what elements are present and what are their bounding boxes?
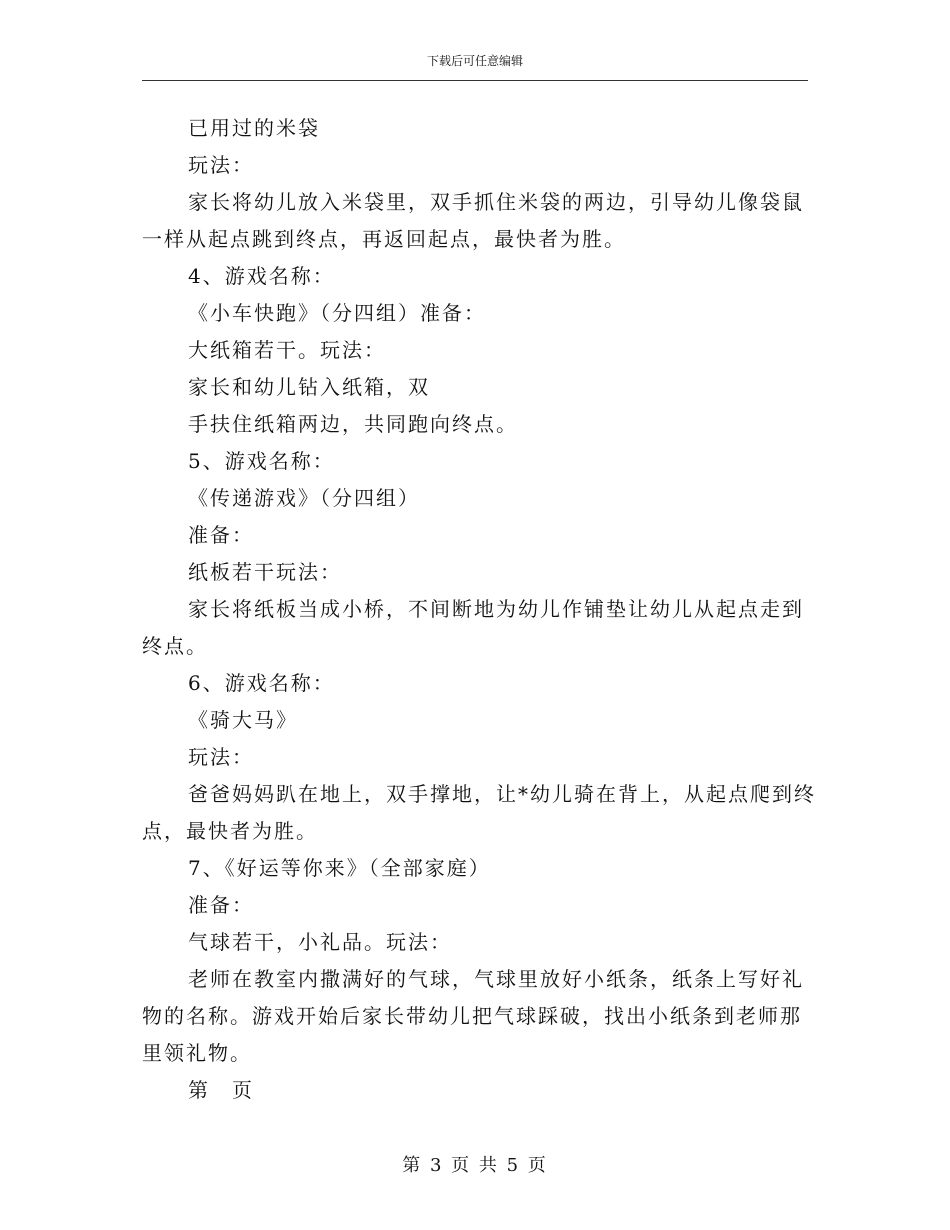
page-header: 下载后可任意编辑 xyxy=(426,54,523,68)
page-footer: 第 3 页 共 5 页 xyxy=(402,1155,548,1176)
text-line: 4、游戏名称： xyxy=(188,264,335,288)
text-line: 玩法： xyxy=(188,745,254,769)
text-line: 点，最快者为胜。 xyxy=(142,819,318,843)
text-line: 《骑大马》 xyxy=(188,708,298,732)
text-line: 家长将纸板当成小桥，不间断地为幼儿作铺垫让幼儿从起点走到 xyxy=(188,597,804,621)
document-body xyxy=(142,110,816,1109)
text-line: 爸爸妈妈趴在地上，双手撑地，让*幼儿骑在背上，从起点爬到终 xyxy=(188,782,816,806)
text-line: 准备： xyxy=(188,893,254,917)
text-line: 气球若干，小礼品。玩法： xyxy=(188,930,452,954)
text-line: 老师在教室内撒满好的气球，气球里放好小纸条，纸条上写好礼 xyxy=(188,967,804,991)
text-line: 大纸箱若干。玩法： xyxy=(188,338,386,362)
text-line: 玩法： xyxy=(188,153,254,177)
text-line: 6、游戏名称： xyxy=(188,671,335,695)
text-line: 《小车快跑》（分四组）准备： xyxy=(188,301,486,325)
text-line: 手扶住纸箱两边，共同跑向终点。 xyxy=(188,412,518,436)
text-line: 7、《好运等你来》（全部家庭） xyxy=(188,856,491,880)
text-line: 第 页 xyxy=(188,1078,254,1102)
text-line: 物的名称。游戏开始后家长带幼儿把气球踩破，找出小纸条到老师那 xyxy=(142,1004,802,1028)
text-line: 家长将幼儿放入米袋里，双手抓住米袋的两边，引导幼儿像袋鼠 xyxy=(188,190,804,214)
text-line: 里领礼物。 xyxy=(142,1041,252,1065)
text-line: 5、游戏名称： xyxy=(188,449,335,473)
text-line: 一样从起点跳到终点，再返回起点，最快者为胜。 xyxy=(142,227,626,251)
text-line: 终点。 xyxy=(142,634,208,658)
text-line: 家长和幼儿钻入纸箱，双 xyxy=(188,375,430,399)
header-divider xyxy=(142,80,808,81)
text-line: 准备： xyxy=(188,523,254,547)
text-line: 《传递游戏》（分四组） xyxy=(188,486,420,510)
text-line: 纸板若干玩法： xyxy=(188,560,342,584)
text-line: 已用过的米袋 xyxy=(188,116,320,140)
